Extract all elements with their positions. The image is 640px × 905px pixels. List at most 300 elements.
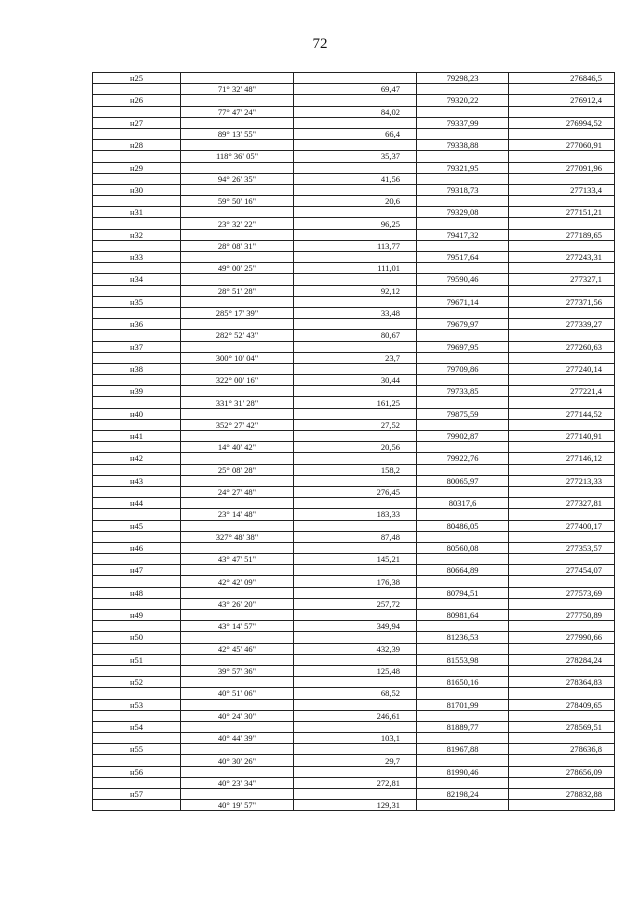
coordinate-y: 277133,4 xyxy=(509,184,615,195)
coordinate-x: 79298,23 xyxy=(417,73,509,84)
segment-row xyxy=(93,307,615,318)
empty-cell xyxy=(181,475,294,486)
coordinate-y: 277213,33 xyxy=(509,475,615,486)
empty-cell xyxy=(93,464,181,475)
segment-row xyxy=(93,375,615,386)
empty-cell xyxy=(294,654,417,665)
coordinate-y: 277339,27 xyxy=(509,319,615,330)
direction-angle: 43° 26' 20" xyxy=(181,598,294,609)
empty-cell xyxy=(417,173,509,184)
empty-cell xyxy=(294,319,417,330)
empty-cell xyxy=(294,229,417,240)
empty-cell xyxy=(294,766,417,777)
segment-length: 20,56 xyxy=(294,442,417,453)
segment-row xyxy=(93,330,615,341)
point-name: н47 xyxy=(93,565,181,576)
point-name: н46 xyxy=(93,542,181,553)
coordinate-x: 79590,46 xyxy=(417,274,509,285)
empty-cell xyxy=(93,576,181,587)
empty-cell xyxy=(417,307,509,318)
direction-angle: 40° 19' 57" xyxy=(181,800,294,811)
empty-cell xyxy=(509,531,615,542)
empty-cell xyxy=(294,789,417,800)
empty-cell xyxy=(93,509,181,520)
point-row xyxy=(93,95,615,106)
coordinate-x: 81701,99 xyxy=(417,699,509,710)
direction-angle: 42° 45' 46" xyxy=(181,643,294,654)
empty-cell xyxy=(93,710,181,721)
segment-length: 276,45 xyxy=(294,486,417,497)
empty-cell xyxy=(509,643,615,654)
empty-cell xyxy=(294,274,417,285)
empty-cell xyxy=(181,73,294,84)
point-row xyxy=(93,565,615,576)
segment-length: 246,61 xyxy=(294,710,417,721)
empty-cell xyxy=(417,688,509,699)
empty-cell xyxy=(93,151,181,162)
point-row xyxy=(93,274,615,285)
coordinate-x: 79922,76 xyxy=(417,453,509,464)
coordinate-x: 80486,05 xyxy=(417,520,509,531)
page-number: 72 xyxy=(312,36,328,52)
empty-cell xyxy=(294,721,417,732)
empty-cell xyxy=(509,352,615,363)
empty-cell xyxy=(294,610,417,621)
point-name: н33 xyxy=(93,252,181,263)
empty-cell xyxy=(181,542,294,553)
direction-angle: 118° 36' 05" xyxy=(181,151,294,162)
coordinate-y: 277260,63 xyxy=(509,341,615,352)
coordinate-y: 276994,52 xyxy=(509,117,615,128)
coordinate-x: 80065,97 xyxy=(417,475,509,486)
point-row xyxy=(93,654,615,665)
empty-cell xyxy=(294,431,417,442)
empty-cell xyxy=(181,274,294,285)
empty-cell xyxy=(181,252,294,263)
empty-cell xyxy=(294,117,417,128)
empty-cell xyxy=(93,196,181,207)
segment-length: 41,56 xyxy=(294,173,417,184)
direction-angle: 331° 31' 28" xyxy=(181,397,294,408)
direction-angle: 89° 13' 55" xyxy=(181,128,294,139)
point-row xyxy=(93,766,615,777)
empty-cell xyxy=(181,498,294,509)
empty-cell xyxy=(294,140,417,151)
coordinate-x: 81990,46 xyxy=(417,766,509,777)
empty-cell xyxy=(181,140,294,151)
point-name: н49 xyxy=(93,610,181,621)
empty-cell xyxy=(509,800,615,811)
direction-angle: 24° 27' 48" xyxy=(181,486,294,497)
coordinate-y: 277151,21 xyxy=(509,207,615,218)
coordinate-x: 79320,22 xyxy=(417,95,509,106)
empty-cell xyxy=(294,162,417,173)
empty-cell xyxy=(294,386,417,397)
empty-cell xyxy=(417,643,509,654)
point-name: н50 xyxy=(93,632,181,643)
empty-cell xyxy=(294,498,417,509)
empty-cell xyxy=(417,621,509,632)
empty-cell xyxy=(294,677,417,688)
empty-cell xyxy=(93,621,181,632)
empty-cell xyxy=(509,330,615,341)
coordinate-y: 277144,52 xyxy=(509,408,615,419)
coordinate-x: 79417,32 xyxy=(417,229,509,240)
point-name: н30 xyxy=(93,184,181,195)
coordinate-y: 277240,14 xyxy=(509,363,615,374)
empty-cell xyxy=(509,218,615,229)
coordinates-table xyxy=(92,72,615,811)
segment-row xyxy=(93,352,615,363)
coordinate-x: 80794,51 xyxy=(417,587,509,598)
empty-cell xyxy=(93,173,181,184)
empty-cell xyxy=(181,654,294,665)
direction-angle: 59° 50' 16" xyxy=(181,196,294,207)
coordinate-y: 277327,1 xyxy=(509,274,615,285)
point-name: н55 xyxy=(93,744,181,755)
empty-cell xyxy=(417,196,509,207)
point-name: н45 xyxy=(93,520,181,531)
segment-length: 23,7 xyxy=(294,352,417,363)
segment-length: 257,72 xyxy=(294,598,417,609)
segment-row xyxy=(93,688,615,699)
coordinate-y: 277091,96 xyxy=(509,162,615,173)
coordinate-x: 80560,08 xyxy=(417,542,509,553)
point-name: н35 xyxy=(93,296,181,307)
empty-cell xyxy=(93,240,181,251)
segment-length: 20,6 xyxy=(294,196,417,207)
empty-cell xyxy=(294,73,417,84)
coordinate-y: 277750,89 xyxy=(509,610,615,621)
coordinate-y: 277146,12 xyxy=(509,453,615,464)
coordinate-x: 81650,16 xyxy=(417,677,509,688)
coordinate-y: 277060,91 xyxy=(509,140,615,151)
coordinate-y: 278284,24 xyxy=(509,654,615,665)
empty-cell xyxy=(417,397,509,408)
coordinate-x: 79709,86 xyxy=(417,363,509,374)
point-name: н44 xyxy=(93,498,181,509)
coordinate-y: 278636,8 xyxy=(509,744,615,755)
point-name: н27 xyxy=(93,117,181,128)
empty-cell xyxy=(93,643,181,654)
point-row xyxy=(93,475,615,486)
direction-angle: 23° 32' 22" xyxy=(181,218,294,229)
coordinate-x: 79671,14 xyxy=(417,296,509,307)
point-name: н31 xyxy=(93,207,181,218)
point-row xyxy=(93,341,615,352)
empty-cell xyxy=(93,777,181,788)
empty-cell xyxy=(509,621,615,632)
empty-cell xyxy=(294,587,417,598)
empty-cell xyxy=(509,710,615,721)
empty-cell xyxy=(417,285,509,296)
empty-cell xyxy=(509,419,615,430)
segment-length: 68,52 xyxy=(294,688,417,699)
segment-length: 69,47 xyxy=(294,84,417,95)
empty-cell xyxy=(294,408,417,419)
direction-angle: 25° 08' 28" xyxy=(181,464,294,475)
coordinate-y: 277454,07 xyxy=(509,565,615,576)
empty-cell xyxy=(181,766,294,777)
segment-length: 158,2 xyxy=(294,464,417,475)
empty-cell xyxy=(509,442,615,453)
segment-length: 129,31 xyxy=(294,800,417,811)
empty-cell xyxy=(294,207,417,218)
coordinate-x: 79875,59 xyxy=(417,408,509,419)
segment-row xyxy=(93,665,615,676)
empty-cell xyxy=(509,777,615,788)
segment-length: 349,94 xyxy=(294,621,417,632)
segment-row xyxy=(93,755,615,766)
coordinate-y: 278569,51 xyxy=(509,721,615,732)
segment-row xyxy=(93,442,615,453)
empty-cell xyxy=(181,408,294,419)
direction-angle: 28° 51' 28" xyxy=(181,285,294,296)
point-row xyxy=(93,498,615,509)
direction-angle: 49° 00' 25" xyxy=(181,263,294,274)
empty-cell xyxy=(294,363,417,374)
empty-cell xyxy=(93,84,181,95)
empty-cell xyxy=(93,554,181,565)
direction-angle: 300° 10' 04" xyxy=(181,352,294,363)
empty-cell xyxy=(181,207,294,218)
point-row xyxy=(93,207,615,218)
segment-length: 96,25 xyxy=(294,218,417,229)
coordinate-y: 276912,4 xyxy=(509,95,615,106)
empty-cell xyxy=(294,453,417,464)
empty-cell xyxy=(417,755,509,766)
point-row xyxy=(93,252,615,263)
segment-row xyxy=(93,733,615,744)
direction-angle: 39° 57' 36" xyxy=(181,665,294,676)
empty-cell xyxy=(181,520,294,531)
coordinate-y: 278409,65 xyxy=(509,699,615,710)
empty-cell xyxy=(181,587,294,598)
empty-cell xyxy=(509,263,615,274)
empty-cell xyxy=(93,665,181,676)
direction-angle: 28° 08' 31" xyxy=(181,240,294,251)
segment-length: 35,37 xyxy=(294,151,417,162)
empty-cell xyxy=(181,184,294,195)
empty-cell xyxy=(93,106,181,117)
coordinate-x: 79517,64 xyxy=(417,252,509,263)
coordinate-y: 277221,4 xyxy=(509,386,615,397)
point-name: н34 xyxy=(93,274,181,285)
empty-cell xyxy=(294,699,417,710)
empty-cell xyxy=(181,744,294,755)
empty-cell xyxy=(93,397,181,408)
empty-cell xyxy=(417,777,509,788)
coordinate-y: 277243,31 xyxy=(509,252,615,263)
segment-row xyxy=(93,240,615,251)
empty-cell xyxy=(93,486,181,497)
empty-cell xyxy=(181,117,294,128)
empty-cell xyxy=(509,464,615,475)
direction-angle: 322° 00' 16" xyxy=(181,375,294,386)
point-name: н41 xyxy=(93,431,181,442)
point-name: н38 xyxy=(93,363,181,374)
empty-cell xyxy=(181,610,294,621)
direction-angle: 23° 14' 48" xyxy=(181,509,294,520)
empty-cell xyxy=(417,128,509,139)
empty-cell xyxy=(509,665,615,676)
empty-cell xyxy=(417,263,509,274)
empty-cell xyxy=(181,296,294,307)
coordinate-y: 277353,57 xyxy=(509,542,615,553)
point-name: н28 xyxy=(93,140,181,151)
segment-row xyxy=(93,554,615,565)
empty-cell xyxy=(509,128,615,139)
point-row xyxy=(93,542,615,553)
segment-length: 161,25 xyxy=(294,397,417,408)
direction-angle: 40° 44' 39" xyxy=(181,733,294,744)
segment-length: 27,52 xyxy=(294,419,417,430)
segment-length: 432,39 xyxy=(294,643,417,654)
empty-cell xyxy=(509,576,615,587)
empty-cell xyxy=(509,486,615,497)
coordinate-x: 81236,53 xyxy=(417,632,509,643)
point-row xyxy=(93,699,615,710)
empty-cell xyxy=(181,363,294,374)
empty-cell xyxy=(417,486,509,497)
segment-row xyxy=(93,621,615,632)
empty-cell xyxy=(509,755,615,766)
direction-angle: 14° 40' 42" xyxy=(181,442,294,453)
segment-row xyxy=(93,464,615,475)
segment-row xyxy=(93,128,615,139)
empty-cell xyxy=(93,263,181,274)
segment-row xyxy=(93,106,615,117)
coordinate-x: 79902,87 xyxy=(417,431,509,442)
empty-cell xyxy=(417,352,509,363)
empty-cell xyxy=(509,554,615,565)
point-row xyxy=(93,296,615,307)
segment-row xyxy=(93,397,615,408)
direction-angle: 352° 27' 42" xyxy=(181,419,294,430)
empty-cell xyxy=(294,632,417,643)
coordinate-x: 79337,99 xyxy=(417,117,509,128)
point-name: н51 xyxy=(93,654,181,665)
point-row xyxy=(93,789,615,800)
segment-length: 66,4 xyxy=(294,128,417,139)
empty-cell xyxy=(181,386,294,397)
point-row xyxy=(93,363,615,374)
segment-length: 33,48 xyxy=(294,307,417,318)
empty-cell xyxy=(509,173,615,184)
point-row xyxy=(93,117,615,128)
empty-cell xyxy=(181,95,294,106)
direction-angle: 71° 32' 48" xyxy=(181,84,294,95)
empty-cell xyxy=(417,665,509,676)
point-row xyxy=(93,721,615,732)
empty-cell xyxy=(509,397,615,408)
coordinate-x: 81967,88 xyxy=(417,744,509,755)
empty-cell xyxy=(417,509,509,520)
direction-angle: 40° 24' 30" xyxy=(181,710,294,721)
segment-row xyxy=(93,285,615,296)
empty-cell xyxy=(509,240,615,251)
empty-cell xyxy=(509,733,615,744)
segment-length: 111,01 xyxy=(294,263,417,274)
empty-cell xyxy=(181,677,294,688)
empty-cell xyxy=(181,453,294,464)
point-row xyxy=(93,229,615,240)
empty-cell xyxy=(93,285,181,296)
segment-row xyxy=(93,598,615,609)
point-row xyxy=(93,431,615,442)
empty-cell xyxy=(93,733,181,744)
coordinate-x: 79697,95 xyxy=(417,341,509,352)
empty-cell xyxy=(417,464,509,475)
coordinate-x: 79679,97 xyxy=(417,319,509,330)
coordinate-x: 79329,08 xyxy=(417,207,509,218)
segment-length: 145,21 xyxy=(294,554,417,565)
empty-cell xyxy=(417,151,509,162)
coordinate-y: 277990,66 xyxy=(509,632,615,643)
empty-cell xyxy=(509,151,615,162)
segment-length: 29,7 xyxy=(294,755,417,766)
segment-row xyxy=(93,531,615,542)
empty-cell xyxy=(417,84,509,95)
empty-cell xyxy=(93,800,181,811)
coordinate-y: 277327,81 xyxy=(509,498,615,509)
point-row xyxy=(93,587,615,598)
empty-cell xyxy=(93,307,181,318)
empty-cell xyxy=(93,128,181,139)
point-row xyxy=(93,610,615,621)
coordinate-y: 277189,65 xyxy=(509,229,615,240)
point-row xyxy=(93,744,615,755)
segment-length: 272,81 xyxy=(294,777,417,788)
empty-cell xyxy=(93,218,181,229)
coordinate-x: 79321,95 xyxy=(417,162,509,173)
empty-cell xyxy=(181,565,294,576)
empty-cell xyxy=(93,419,181,430)
point-name: н57 xyxy=(93,789,181,800)
empty-cell xyxy=(181,319,294,330)
empty-cell xyxy=(417,375,509,386)
point-row xyxy=(93,386,615,397)
direction-angle: 40° 51' 06" xyxy=(181,688,294,699)
empty-cell xyxy=(509,375,615,386)
segment-row xyxy=(93,486,615,497)
coordinate-y: 278656,09 xyxy=(509,766,615,777)
empty-cell xyxy=(509,307,615,318)
empty-cell xyxy=(417,442,509,453)
empty-cell xyxy=(181,632,294,643)
empty-cell xyxy=(181,721,294,732)
empty-cell xyxy=(509,106,615,117)
empty-cell xyxy=(294,252,417,263)
segment-row xyxy=(93,84,615,95)
coordinate-x: 80317,6 xyxy=(417,498,509,509)
point-name: н40 xyxy=(93,408,181,419)
segment-row xyxy=(93,151,615,162)
coordinate-x: 80981,64 xyxy=(417,610,509,621)
empty-cell xyxy=(417,554,509,565)
empty-cell xyxy=(509,598,615,609)
empty-cell xyxy=(294,565,417,576)
empty-cell xyxy=(294,475,417,486)
empty-cell xyxy=(93,352,181,363)
coordinate-y: 277140,91 xyxy=(509,431,615,442)
coordinate-y: 278832,88 xyxy=(509,789,615,800)
empty-cell xyxy=(417,240,509,251)
segment-row xyxy=(93,218,615,229)
direction-angle: 43° 47' 51" xyxy=(181,554,294,565)
segment-length: 103,1 xyxy=(294,733,417,744)
direction-angle: 285° 17' 39" xyxy=(181,307,294,318)
